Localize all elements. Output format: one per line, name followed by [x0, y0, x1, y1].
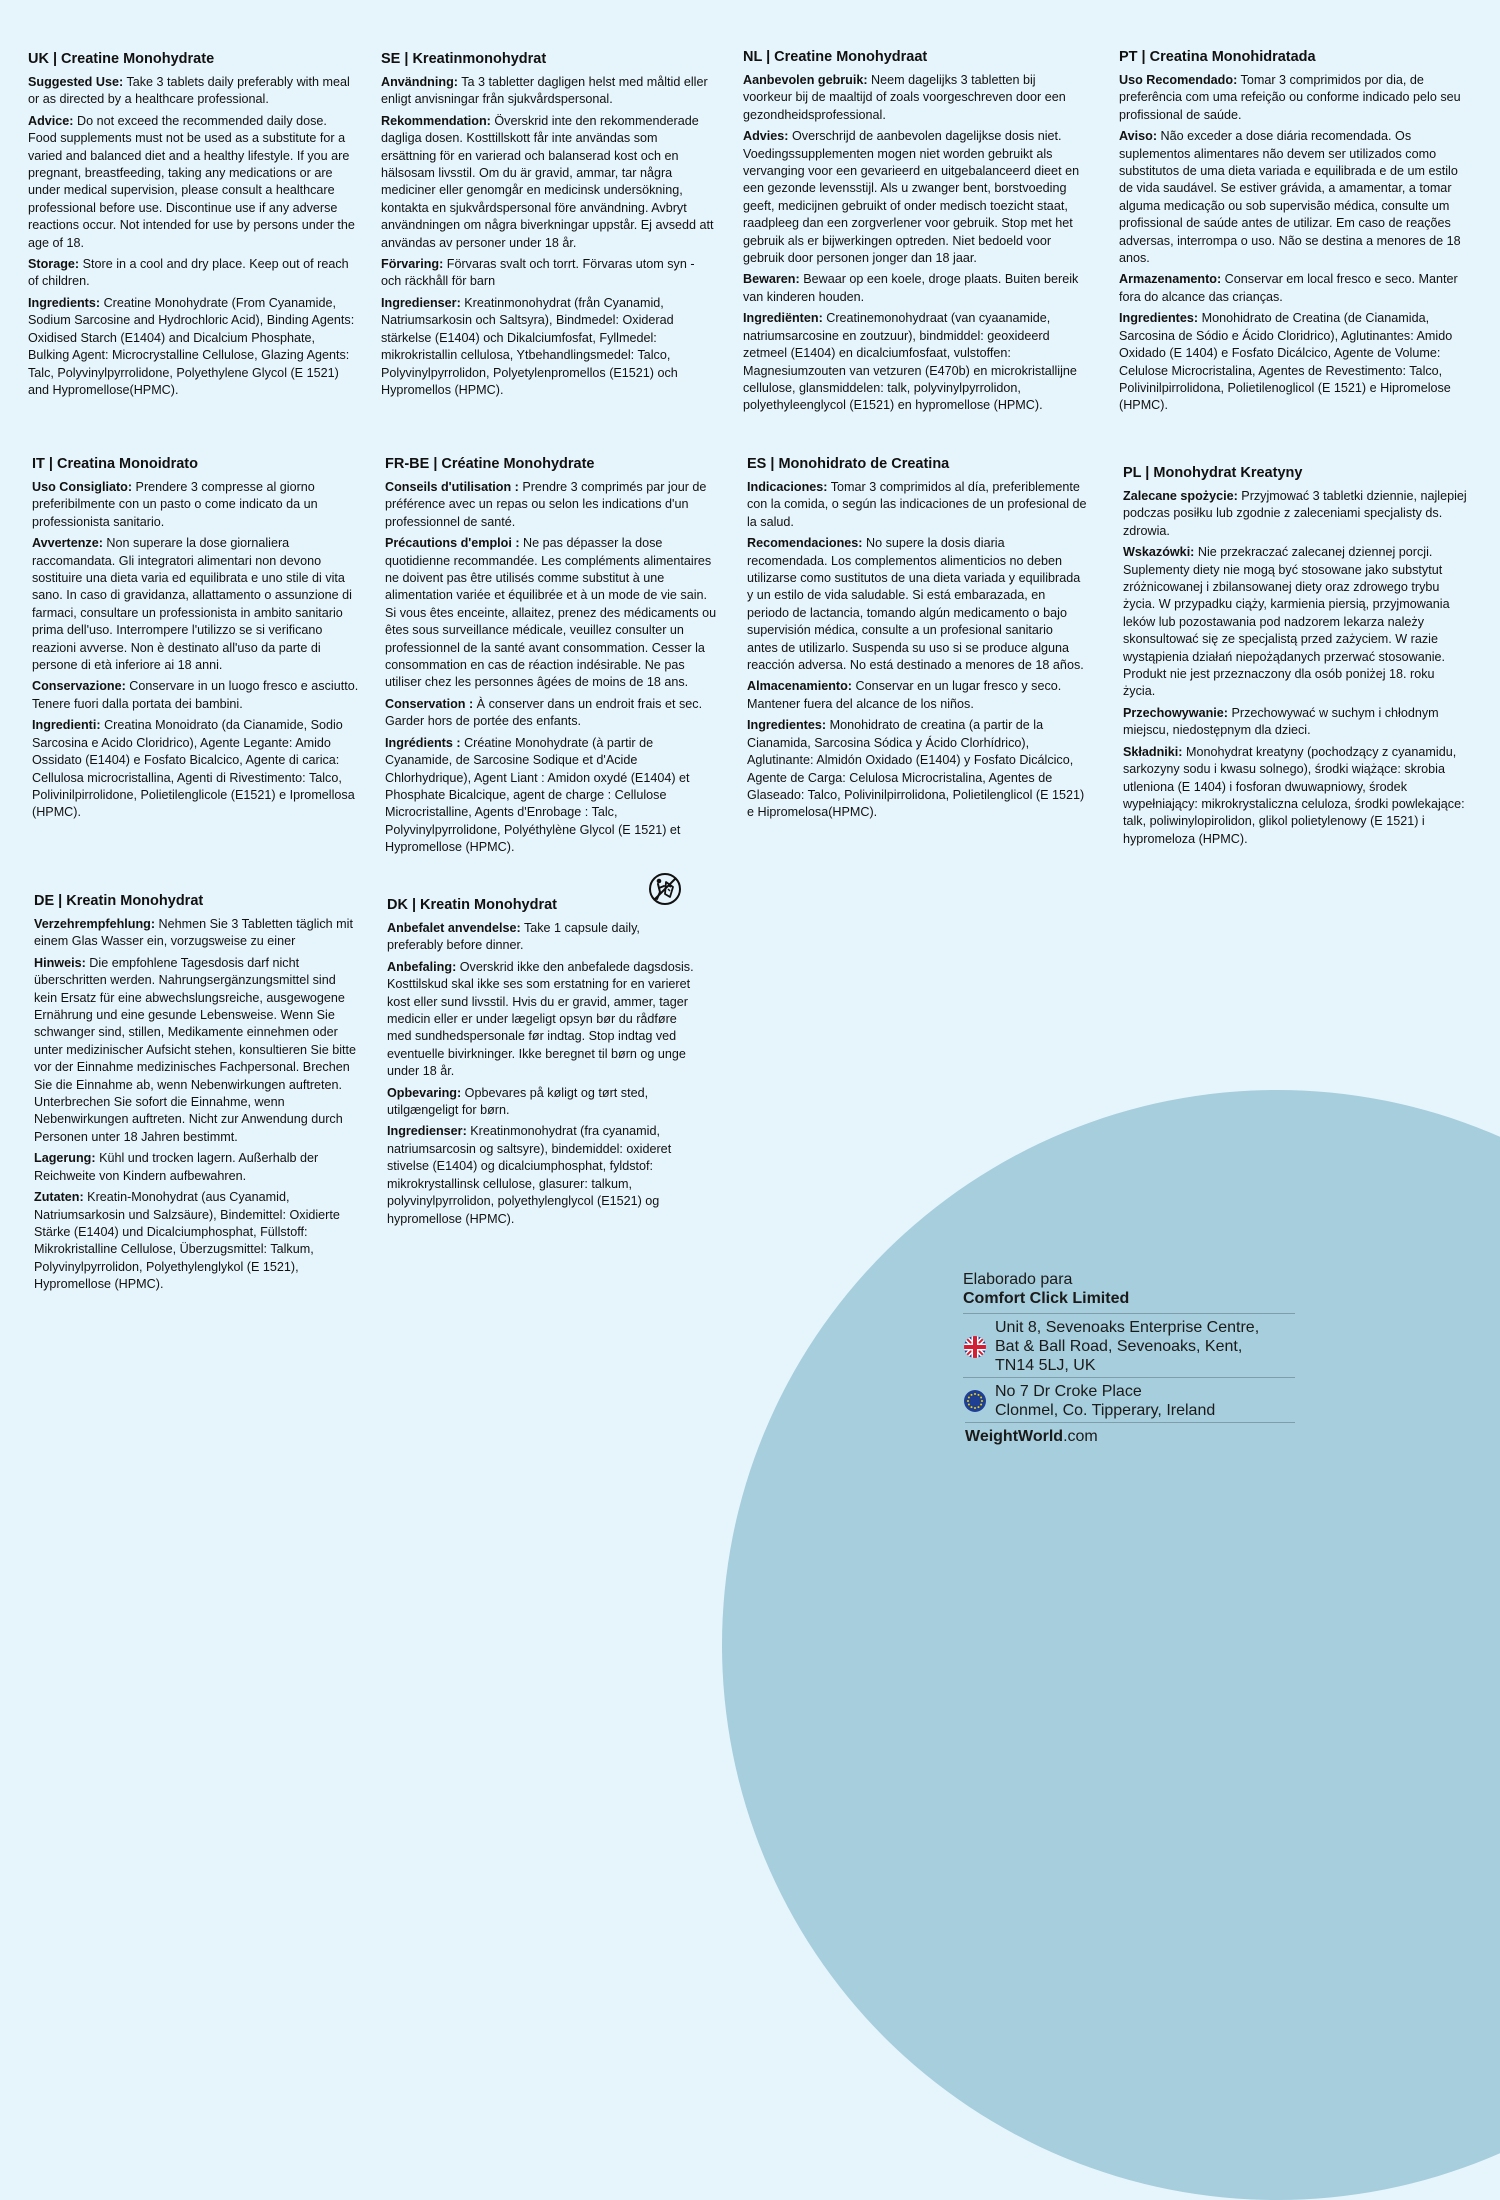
uk-address-line-1: Unit 8, Sevenoaks Enterprise Centre, — [995, 1319, 1260, 1336]
paragraph-text: Creatina Monoidrato (da Cianamide, Sodio Sarcosina e Acido Cloridrico), Agente Legante: Amido Ossidato (E1404) e Fosfato Bicalcico, Agente di carica: Cellulosa microcristallina, Agenti di Rivestimento: Talco, Polivinilpirrolidone, Polietilenglicole (E1521) e Ipromellosa (HPMC). — [32, 718, 355, 820]
paragraph-label: Recomendaciones: — [747, 536, 863, 551]
eu-address-line-2: Clonmel, Co. Tipperary, Ireland — [995, 1402, 1216, 1419]
paragraph-label: Uso Consigliato: — [32, 480, 133, 494]
paragraph-label: Aanbevolen gebruik: — [743, 73, 868, 87]
paragraph-label: Ingredienser: — [381, 295, 461, 310]
paragraph-label: Ingredientes: — [1119, 311, 1199, 326]
section-title: PL | Monohydrat Kreatyny — [1123, 465, 1303, 481]
paragraph-label: Anbefaling: — [387, 959, 457, 974]
section-paragraph — [385, 479, 717, 531]
paragraph-text: Conservare in un luogo fresco e asciutto. Tenere fuori dalla portata dei bambini. — [32, 679, 359, 711]
section-paragraph — [381, 113, 716, 252]
paragraph-text: Monohidrato de creatina (a partir de la Cianamida, Sarcosina Sódica y Ácido Clorhídrico), Aglutinante: Almidón Oxidado (E1404) y Fosfato Dicálcico, Agente de Carga: Celulosa Microcristalina, Agentes de Glaseado: Talco, Polivinilpirrolidona, Polietilenglicol (E 1521) e Hipromelosa(HPMC). — [747, 718, 1085, 820]
decorative-arc — [722, 1090, 1500, 2200]
paragraph-label: Zutaten: — [34, 1190, 84, 1205]
section-paragraph — [28, 113, 358, 252]
section-paragraph — [387, 1085, 697, 1120]
paragraph-label: Conseils d'utilisation : — [385, 480, 519, 494]
paragraph-label: Précautions d'emploi : — [385, 536, 520, 551]
paragraph-text: Prendere 3 compresse al giorno preferibilmente con un pasto o come indicato da un professionista sanitario. — [32, 480, 318, 529]
section-paragraph — [743, 72, 1088, 124]
paragraph-text: Ne pas dépasser la dose quotidienne recommandée. Les compléments alimentaires ne doivent pas être utilisés comme substitut à une alimentation variée et équilibrée et à un mode de vie sain. Si vous êtes enceinte, allaitez, prenez des médicaments ou êtes sous surveillance médicale, veuillez consulter un professionnel de la santé avant consommation. Cesser la consommation en cas de réaction indésirable. Ne pas utiliser chez les personnes âgées de moins de 18 ans. — [385, 536, 717, 690]
section-paragraph — [747, 717, 1087, 821]
section-paragraph — [385, 735, 717, 857]
paragraph-text: Die empfohlene Tagesdosis darf nicht überschritten werden. Nahrungsergänzungsmittel sind kein Ersatz für eine abwechslungsreiche, ausgewogene Ernährung und eine gesunde Lebensweise. Wenn Sie schwanger sind, stillen, Medikamente einnehmen oder unter medizinischer Aufsicht stehen, konsultieren Sie bitte vor der Einnahme medizinisches Fachpersonal. Brechen Sie die Einnahme ab, wenn Nebenwirkungen auftreten. Unterbrechen Sie sofort die Einnahme, wenn Nebenwirkungen auftreten. Nicht zur Anwendung durch Personen unter 18 Jahren bestimmt. — [34, 955, 357, 1144]
paragraph-text: Kreatinmonohydrat (fra cyanamid, natriumsarcosin og saltsyre), bindemiddel: oxideret stivelse (E1404) og dicalciumphosphat, fyldstof: mikrokrystallinsk cellulose, glasurer: talkum, polyvinylpyrrolidon, polyethylenglycol (E1521) og hypromellose (HPMC). — [387, 1124, 672, 1226]
uk-flag-icon — [963, 1335, 987, 1359]
section-title: DK | Kreatin Monohydrat — [387, 897, 558, 913]
section-paragraph — [387, 920, 697, 955]
section-title: UK | Creatine Monohydrate — [28, 51, 215, 67]
section-paragraph — [387, 1123, 697, 1227]
paragraph-text: Nehmen Sie 3 Tabletten täglich mit einem Glas Wasser ein, vorzugsweise zu einer — [34, 917, 353, 949]
section-paragraph — [28, 74, 358, 109]
paragraph-label: Uso Recomendado: — [1119, 73, 1238, 87]
paragraph-text: Överskrid inte den rekommenderade dagliga dosen. Kosttillskott får inte användas som ersättning för en varierad och balanserad kost och en hälsosam livsstil. Om du är gravid, ammar, tar några mediciner eller genomgår en medicinsk undersökning, kontakta en sjukvårdspersonal före användning. Avbryt användningen om några biverkningar uppstår. Ej avsedd att användas av personer under 18 år. — [381, 113, 714, 250]
section-paragraph — [387, 959, 697, 1081]
paragraph-text: Monohidrato de Creatina (de Cianamida, Sarcosina de Sódio e Ácido Cloridrico), Aglutinantes: Amido Oxidado (E 1404) e Fosfato Dicálcico, Agente de Volume: Celulose Microcristalina, Agentes de Revestimento: Talco, Polivinilpirrolidona, Polietilenoglicol (E 1521) e Hipromelose (HPMC). — [1119, 311, 1453, 413]
section-paragraph — [743, 310, 1088, 414]
paragraph-text: Overskrid ikke den anbefalede dagsdosis. Kosttilskud skal ikke ses som erstatning for en varieret kost eller sund livsstil. Hvis du er gravid, ammer, tager medicin eller er under lægeligt opsyn bør du rådføre med sundhedspersonale før indtag. Stop indtag ved eventuelle bivirkninger. Ikke beregnet til børn og unge under 18 år. — [387, 959, 694, 1079]
paragraph-text: Nie przekraczać zalecanej dziennej porcji. Suplementy diety nie mogą być stosowane jako substytut zróżnicowanej i zbilansowanej diety oraz zdrowego trybu życia. W przypadku ciąży, karmienia piersią, przyjmowania leków lub pozostawania pod nadzorem lekarza należy skonsultować się ze specjalistą przed zażyciem. W razie wystąpienia działań niepożądanych przerwać stosowanie. Produkt nie jest przeznaczony dla osób poniżej 18. roku życia. — [1123, 545, 1450, 699]
paragraph-text: Prendre 3 comprimés par jour de préférence avec un repas ou selon les indications d'un professionnel de santé. — [385, 480, 707, 529]
paragraph-label: Storage: — [28, 257, 80, 272]
paragraph-label: Wskazówki: — [1123, 545, 1195, 560]
manufacturer-intro: Elaborado para — [963, 1271, 1073, 1288]
manufacturer-company: Comfort Click Limited — [963, 1290, 1130, 1307]
paragraph-text: Créatine Monohydrate (à partir de Cyanamide, de Sarcosine Sodique et d'Acide Chlorhydrique), Agent Liant : Amidon oxydé (E1404) et Phosphate Bicalcique, agent de charge : Cellulose Microcristalline, Agents d'Enrobage : Talc, Polyvinylpyrrolidone, Polyéthylène Glycol (E 1521) et Hypromellose (HPMC). — [385, 735, 690, 855]
section-paragraph — [1119, 128, 1464, 267]
website-domain: .com — [1063, 1428, 1098, 1445]
paragraph-label: Förvaring: — [381, 257, 444, 272]
section-title: IT | Creatina Monoidrato — [32, 456, 198, 472]
section-title: DE | Kreatin Monohydrat — [34, 893, 204, 909]
paragraph-label: Ingrédients : — [385, 735, 461, 750]
paragraph-label: Lagerung: — [34, 1151, 96, 1166]
paragraph-text: Take 3 tablets daily preferably with meal or as directed by a healthcare professional. — [28, 75, 350, 107]
section-paragraph — [34, 1150, 356, 1185]
section-paragraph — [1119, 310, 1464, 414]
website-link[interactable] — [965, 1422, 1295, 1446]
paragraph-text: Take 1 capsule daily, preferably before dinner. — [387, 921, 640, 953]
section-pl — [1123, 464, 1468, 852]
paragraph-label: Składniki: — [1123, 744, 1183, 759]
paragraph-label: Armazenamento: — [1119, 272, 1222, 287]
paragraph-label: Ingredienti: — [32, 718, 101, 733]
paragraph-label: Verzehrempfehlung: — [34, 917, 156, 931]
paragraph-text: Overschrijd de aanbevolen dagelijkse dosis niet. Voedingssupplementen mogen niet worden gebruikt als vervanging voor een gevarieerd en uitgebalanceerd dieet en een gezonde levensstijl. Als u zwanger bent, borstvoeding geeft, medicijnen gebruikt of onder medisch toezicht staat, raadpleeg dan een zorgverlener voor gebruik. Stop met het gebruik als er bijwerkingen optreden. Niet bedoeld voor gebruik door personen jonger dan 18 jaar. — [743, 129, 1080, 266]
section-paragraph — [381, 256, 716, 291]
paragraph-label: Conservation : — [385, 696, 474, 711]
section-se — [381, 50, 716, 403]
paragraph-label: Almacenamiento: — [747, 679, 852, 694]
section-it — [32, 455, 360, 826]
paragraph-text: Bewaar op een koele, droge plaats. Buiten bereik van kinderen houden. — [743, 272, 1079, 304]
paragraph-label: Användning: — [381, 75, 458, 89]
eu-flag-icon — [963, 1389, 987, 1413]
paragraph-label: Przechowywanie: — [1123, 705, 1228, 720]
paragraph-text: Förvaras svalt och torrt. Förvaras utom syn - och räckhåll för barn — [381, 257, 695, 289]
section-paragraph — [32, 479, 360, 531]
paragraph-label: Advies: — [743, 129, 789, 144]
paragraph-label: Aviso: — [1119, 129, 1158, 144]
paragraph-label: Ingredients: — [28, 295, 101, 310]
section-nl — [743, 48, 1088, 419]
section-uk — [28, 50, 358, 403]
paragraph-label: Conservazione: — [32, 679, 126, 694]
section-paragraph — [1123, 544, 1468, 701]
section-paragraph — [1123, 705, 1468, 740]
paragraph-text: Przechowywać w suchym i chłodnym miejscu, niedostępnym dla dzieci. — [1123, 705, 1439, 738]
section-paragraph — [34, 1189, 356, 1293]
paragraph-text: Non superare la dose giornaliera raccomandata. Gli integratori alimentari non devono sostituire una dieta varia ed equilibrata e uno stile di vita sano. In caso di gravidanza, allattamento o assunzione di farmaci, consultare un professionista in ambito sanitario prima dell'uso. Interrompere l'utilizzo se si verificano reazioni avverse. Non è destinato all'uso da parte di persone di età inferiore ai 18 anni. — [32, 536, 352, 673]
section-de — [34, 892, 356, 1298]
section-es — [747, 455, 1087, 826]
paragraph-text: Conservar em local fresco e seco. Manter fora do alcance das crianças. — [1119, 272, 1458, 304]
section-dk — [387, 896, 697, 1232]
paragraph-label: Ingrediënten: — [743, 311, 823, 326]
paragraph-text: À conserver dans un endroit frais et sec. Garder hors de portée des enfants. — [385, 696, 703, 729]
paragraph-label: Avvertenze: — [32, 536, 103, 551]
manufacturer-block — [963, 1270, 1295, 1446]
paragraph-label: Rekommendation: — [381, 113, 491, 128]
section-paragraph — [32, 717, 360, 821]
paragraph-label: Zalecane spożycie: — [1123, 489, 1238, 503]
paragraph-text: Kreatin-Monohydrat (aus Cyanamid, Natriumsarkosin und Salzsäure), Bindemittel: Oxidierte Stärke (E1404) und Dicalciumphosphat, Füllstoff: Mikrokristalline Cellulose, Überzugsmittel: Talkum, Polyvinylpyrrolidon, Polyethylenglykol (E 1521), Hypromellose (HPMC). — [34, 1190, 340, 1292]
paragraph-text: Creatine Monohydrate (From Cyanamide, Sodium Sarcosine and Hydrochloric Acid), Binding Agents: Oxidised Starch (E1404) and Dicalcium Phosphate, Bulking Agent: Microcrystalline Cellulose, Glazing Agents: Talc, Polyvinylpyrrolidone, Polyethylene Glycol (E 1521) and Hypromellose(HPMC). — [28, 295, 355, 397]
paragraph-label: Advice: — [28, 113, 74, 128]
recycle-icon — [648, 872, 682, 906]
section-frbe — [385, 455, 717, 861]
section-paragraph — [743, 128, 1088, 267]
section-paragraph — [381, 74, 716, 109]
paragraph-text: Opbevares på køligt og tørt sted, utilgængeligt for børn. — [387, 1085, 649, 1118]
uk-address-line-2: Bat & Ball Road, Sevenoaks, Kent, — [995, 1338, 1243, 1355]
paragraph-label: Anbefalet anvendelse: — [387, 921, 521, 935]
section-paragraph — [34, 916, 356, 951]
paragraph-text: Przyjmować 3 tabletki dziennie, najlepiej podczas posiłku lub zgodnie z zaleceniami specjalisty ds. zdrowia. — [1123, 489, 1467, 538]
section-paragraph — [385, 535, 717, 692]
section-paragraph — [1119, 271, 1464, 306]
website-brand: WeightWorld — [965, 1428, 1064, 1445]
paragraph-text: Tomar 3 comprimidos al día, preferiblemente con la comida, o según las indicaciones de un profesional de la salud. — [747, 480, 1087, 529]
section-paragraph — [743, 271, 1088, 306]
paragraph-text: Store in a cool and dry place. Keep out of reach of children. — [28, 257, 349, 289]
section-pt — [1119, 48, 1464, 419]
section-paragraph — [747, 535, 1087, 674]
section-paragraph — [1123, 488, 1468, 540]
paragraph-text: Kühl und trocken lagern. Außerhalb der Reichweite von Kindern aufbewahren. — [34, 1151, 319, 1183]
paragraph-text: Não exceder a dose diária recomendada. Os suplementos alimentares não devem ser utilizados como substitutos de uma dieta variada e equilibrada e de um estilo de vida saudável. Se estiver grávida, a amamentar, a tomar alguma medicação ou sob supervisão médica, consulte um profissional de saúde antes de utilizar. Em caso de reações adversas, interrompa o uso. Não se destina a menores de 18 anos. — [1119, 129, 1461, 266]
paragraph-text: Creatinemonohydraat (van cyaanamide, natriumsarcosine en zoutzuur), bindmiddel: geoxideerd zetmeel (E1404) en dicalciumfosfaat, vulstoffen: Magnesiumzouten van vetzuren (E470b) en microkristallijne cellulose, glansmiddelen: talk, polyvinylpyrrolidon, polyethyleenglycol (E1521) en hypromellose (HPMC). — [743, 311, 1077, 413]
eu-address-line-1: No 7 Dr Croke Place — [995, 1383, 1142, 1400]
section-paragraph — [28, 256, 358, 291]
eu-address — [963, 1377, 1295, 1422]
section-paragraph — [34, 955, 356, 1146]
section-title: ES | Monohidrato de Creatina — [747, 456, 950, 472]
uk-address — [963, 1313, 1295, 1377]
section-title: SE | Kreatinmonohydrat — [381, 51, 547, 67]
section-paragraph — [381, 295, 716, 399]
section-title: PT | Creatina Monohidratada — [1119, 49, 1316, 65]
section-paragraph — [747, 678, 1087, 713]
section-title: FR-BE | Créatine Monohydrate — [385, 456, 595, 472]
paragraph-text: Neem dagelijks 3 tabletten bij voorkeur bij de maaltijd of zoals voorgeschreven door een gezondheidsprofessional. — [743, 73, 1066, 122]
paragraph-label: Opbevaring: — [387, 1085, 462, 1100]
paragraph-text: Ta 3 tabletter dagligen helst med måltid eller enligt anvisningar från sjukvårdspersonal. — [381, 75, 708, 107]
section-paragraph — [385, 696, 717, 731]
paragraph-text: Conservar en un lugar fresco y seco. Mantener fuera del alcance de los niños. — [747, 679, 1062, 711]
section-paragraph — [1123, 744, 1468, 848]
section-title: NL | Creatine Monohydraat — [743, 49, 928, 65]
uk-address-line-3: TN14 5LJ, UK — [995, 1357, 1096, 1374]
paragraph-label: Bewaren: — [743, 272, 800, 287]
paragraph-text: Do not exceed the recommended daily dose. Food supplements must not be used as a substitute for a varied and balanced diet and a healthy lifestyle. If you are pregnant, breastfeeding, taking any medications or are under medical supervision, please consult a healthcare professional before use. Discontinue use if any adverse reactions occur. Not intended for use by persons under the age of 18. — [28, 113, 355, 250]
paragraph-label: Suggested Use: — [28, 75, 124, 89]
paragraph-text: Kreatinmonohydrat (från Cyanamid, Natriumsarkosin och Saltsyra), Bindmedel: Oxiderad stärkelse (E1404) och Dikalciumfosfat, Fyllmedel: mikrokristallin cellulosa, Ytbehandlingsmedel: Talco, Polyvinylpyrrolidon, Polyetylenpromellos (E1521) och Hypromellos (HPMC). — [381, 295, 678, 397]
paragraph-label: Hinweis: — [34, 955, 86, 970]
paragraph-text: Tomar 3 comprimidos por dia, de preferência com uma refeição ou conforme indicado pelo seu profissional de saúde. — [1119, 73, 1461, 122]
section-paragraph — [28, 295, 358, 399]
paragraph-label: Ingredienser: — [387, 1124, 467, 1139]
paragraph-label: Ingredientes: — [747, 718, 827, 733]
paragraph-label: Indicaciones: — [747, 480, 828, 494]
paragraph-text: No supere la dosis diaria recomendada. Los complementos alimenticios no deben utilizarse como sustitutos de una dieta variada y equilibrada y un estilo de vida saludable. Si está embarazada, en periodo de lactancia, tomando algún medicamento o bajo supervisión médica, consulte a un profesional sanitario antes de utilizarlo. Suspenda su uso si se produce alguna reacción adversa. No está destinado a menores de 18 años. — [747, 536, 1084, 673]
section-paragraph — [1119, 72, 1464, 124]
section-paragraph — [32, 535, 360, 674]
section-paragraph — [32, 678, 360, 713]
paragraph-text: Monohydrat kreatyny (pochodzący z cyanamidu, sarkozyny sodu i kwasu solnego), środki wiążące: skrobia utleniona (E 1404) i fosforan dwuwapniowy, środek wypełniający: mikrokrystaliczna celuloza, środki powlekające: talk, poliwinylopirolidon, glikol polietylenowy (E 1521) i hypromeloza (HPMC). — [1123, 744, 1465, 846]
section-paragraph — [747, 479, 1087, 531]
